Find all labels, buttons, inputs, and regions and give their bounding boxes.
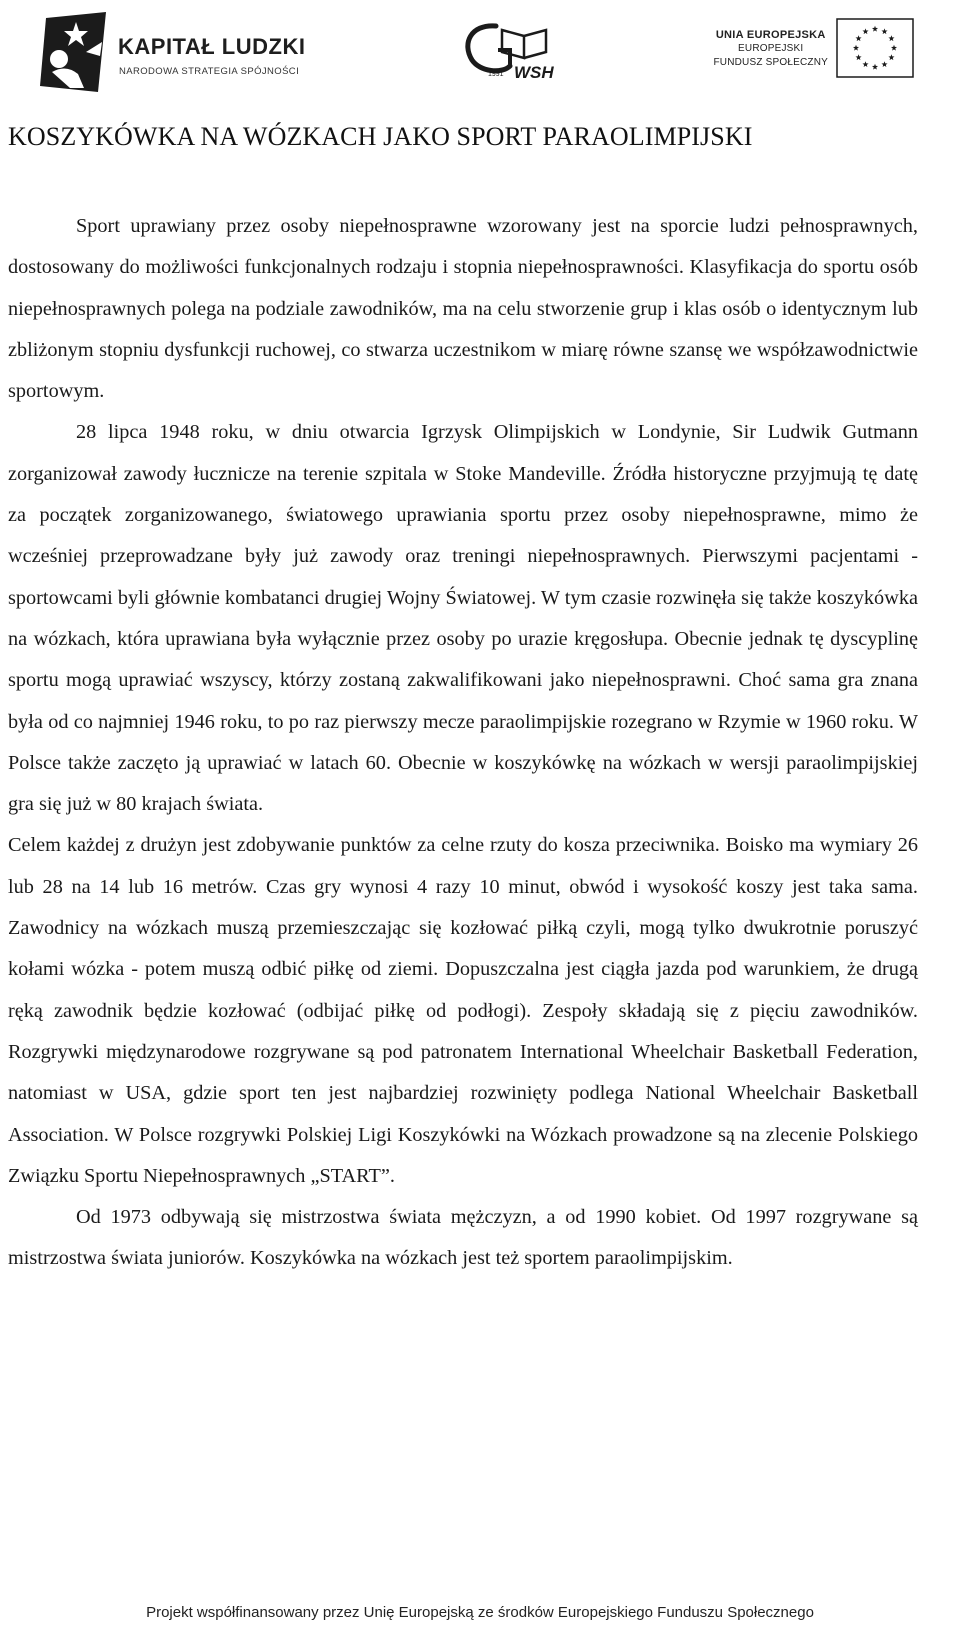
paragraph-4: Od 1973 odbywają się mistrzostwa świata mężczyzn, a od 1990 kobiet. Od 1997 rozgrywane są mistrzostwa świata juniorów. Koszykówka na wózkach jest też sportem paraolimpijskim.: [8, 1206, 918, 1270]
wsh-emblem-icon: [458, 20, 568, 80]
paragraph-2: 28 lipca 1948 roku, w dniu otwarcia Igrzysk Olimpijskich w Londynie, Sir Ludwik Gutmann zorganizował zawody łucznicze na terenie szpitala w Stoke Mandeville. Źródła historyczne przyjmują tę datę za początek zorganizowanego, światowego uprawiania sportu przez osoby niepełnosprawne, mimo że wcześniej przeprowadzane były już zawody oraz treningi niepełnosprawnych. Pierwszymi pacjentami - sportowcami byli głównie kombatanci drugiej Wojny Światowej. W tym czasie rozwinęła się także koszykówka na wózkach, która uprawiana była wyłącznie przez osoby po urazie kręgosłupa. Obecnie jednak tę dyscyplinę sportu mogą uprawiać wszyscy, którzy zostaną zakwalifikowani jako niepełnosprawni. Choć sama gra znana była od co najmniej 1946 roku, to po raz pierwszy mecze paraolimpijskie rozegrano w Rzymie w 1960 roku. W Polsce także zaczęto ją uprawiać w latach 60. Obecnie w koszykówkę na wózkach w wersji paraolimpijskiej gra się już w 80 krajach świata.: [8, 421, 918, 816]
eu-logo: [690, 18, 920, 82]
document-title: KOSZYKÓWKA NA WÓZKACH JAKO SPORT PARAOLIMPIJSKI: [8, 122, 753, 151]
kapital-ludzki-title: KAPITAŁ LUDZKI: [118, 34, 306, 59]
kapital-ludzki-emblem-icon: [40, 12, 112, 92]
eu-text-block: [713, 28, 828, 70]
page-header: [0, 0, 960, 100]
wsh-text: WSH: [514, 63, 554, 80]
eu-flag-icon: [836, 18, 914, 78]
kapital-ludzki-subtitle: NARODOWA STRATEGIA SPÓJNOŚCI: [119, 66, 300, 77]
page-footer: Projekt współfinansowany przez Unię Europejską ze środków Europejskiego Funduszu Społecznego: [146, 1604, 814, 1621]
document-body: [8, 206, 918, 1280]
eu-line-2: EUROPEJSKI: [738, 43, 804, 54]
paragraph-3: Celem każdej z drużyn jest zdobywanie punktów za celne rzuty do kosza przeciwnika. Boisko ma wymiary 26 lub 28 na 14 lub 16 metrów. Czas gry wynosi 4 razy 10 minut, obwód i wysokość koszy jest taka sama. Zawodnicy na wózkach muszą przemieszczając się kozłować piłką czyli, mogą tylko dwukrotnie poruszyć kołami wózka - potem muszą odbić piłkę od ziemi. Dopuszczalna jest ciągła jazda pod warunkiem, że drugą ręką zawodnik będzie kozłować (odbijać piłkę od podłogi). Zespoły składają się z pięciu zawodników. Rozgrywki międzynarodowe rozgrywane są pod patronatem International Wheelchair Basketball Federation, natomiast w USA, gdzie sport ten jest najbardziej rozwinięty podlega National Wheelchair Basketball Association. W Polsce rozgrywki Polskiej Ligi Koszykówki na Wózkach prowadzone są na zlecenie Polskiego Związku Sportu Niepełnosprawnych „START”.: [8, 834, 918, 1187]
wsh-year: 1991: [488, 71, 504, 78]
eu-line-3: FUNDUSZ SPOŁECZNY: [713, 57, 828, 68]
kapital-ludzki-logo: [40, 12, 320, 92]
wsh-logo: [458, 20, 568, 80]
paragraph-1: Sport uprawiany przez osoby niepełnosprawne wzorowany jest na sporcie ludzi pełnosprawnych, dostosowany do możliwości funkcjonalnych rodzaju i stopnia niepełnosprawności. Klasyfikacja do sportu osób niepełnosprawnych polega na podziale zawodników, ma na celu stworzenie grup i klas osób o identycznym lub zbliżonym stopniu dysfunkcji ruchowej, co stwarza uczestnikom w miarę równe szansę we współzawodnictwie sportowym.: [8, 215, 918, 403]
eu-line-1: UNIA EUROPEJSKA: [715, 29, 826, 41]
